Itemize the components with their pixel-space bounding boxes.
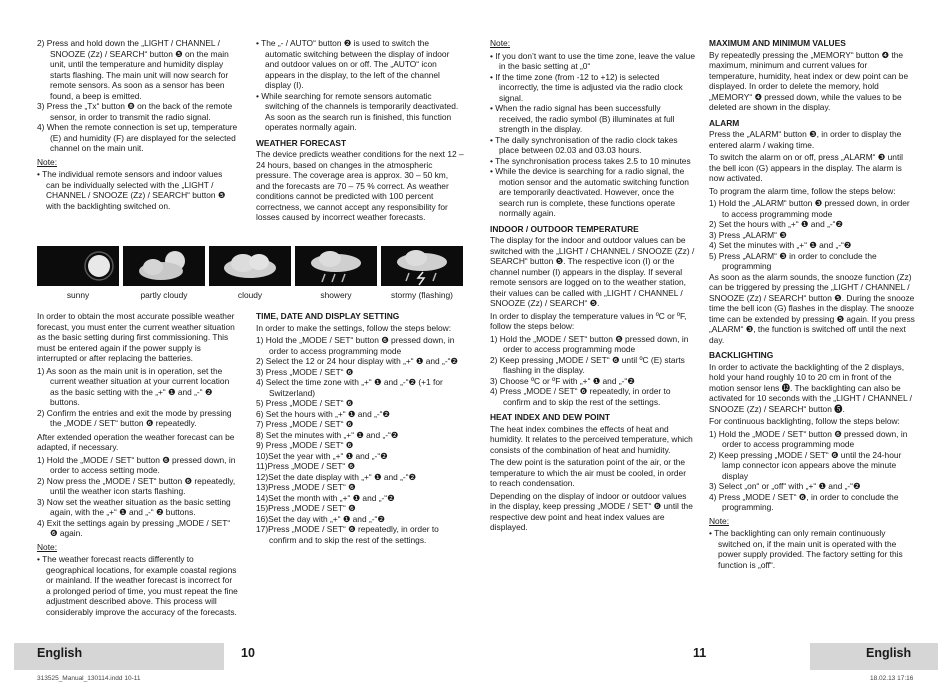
col1-bottom <box>37 311 238 617</box>
section-heading: TIME, DATE AND DISPLAY SETTING <box>256 311 400 321</box>
footer-language-left: English <box>37 646 83 660</box>
paragraph: As soon as the alarm sounds, the snooze function (Zz) can be triggered by pressing the „LIGHT / CHANNEL / SNOOZE (Zz) / SEARCH“ button ❺. During the snooze time the bell icon (G) flashes in the display. The snooze time can be extended by pressing ❺ again. If you press „ALARM“ ❸, the function is switched off until the next day. <box>709 271 915 345</box>
list-item: 3) Press „ALARM“ ❸ <box>709 229 787 240</box>
list-item: 14)Set the month with „+“ ❶ and „-“❷ <box>256 492 395 503</box>
note-list <box>37 169 238 211</box>
list-item: 13)Press „MODE / SET“ ❻ <box>256 482 356 492</box>
list-item: • The weather forecast reacts differently to geographical locations, for example coastal regions or mainland. If the weather forecast is incorrect for a prolonged period of time, you must repeat the fine adjustment described above. This process will considerably improve the accuracy of the forecasts. <box>37 554 238 617</box>
weather-label: cloudy <box>237 290 263 300</box>
list-item: 5) Press „MODE / SET“ ❻ <box>256 398 354 408</box>
list-item: 3) Press the „Tx“ button ❽ on the back of the remote sensor, in order to transmit the radio signal. <box>37 101 233 122</box>
weather-label: stormy (flashing) <box>391 290 453 300</box>
note-list <box>490 51 695 219</box>
pairing-steps <box>37 38 238 154</box>
note-label: Note: <box>490 38 511 48</box>
backlight-steps <box>709 429 915 513</box>
storm-icon <box>381 246 463 286</box>
print-date-info: 18.02.13 17:16 <box>870 675 914 682</box>
list-item: 2) Now press the „MODE / SET“ button ❻ repeatedly, until the weather icon starts flashing. <box>37 475 236 496</box>
paragraph: To switch the alarm on or off, press „ALARM“ ❸ until the bell icon (G) appears in the display. The alarm is now activated. <box>709 152 903 183</box>
list-item: 2) Press and hold down the „LIGHT / CHANNEL / SNOOZE (Zz) / SEARCH“ button ❺ on the main unit, until the temperature and humidity display starts flashing. The main unit will now search for remote sensors. As soon as a sensor has been found, a beep is emitted. <box>37 38 229 101</box>
list-item: 12)Set the date display with „+“ ❶ and „-“❷ <box>256 471 417 482</box>
list-item: • If the time zone (from -12 to +12) is selected incorrectly, the time is adjusted via the radio clock signal. <box>490 71 683 103</box>
paragraph: For continuous backlighting, follow the steps below: <box>709 416 900 426</box>
paragraph: Depending on the display of indoor or outdoor values in the display, keep pressing „MODE / SET“ ❻ until the respective dew point and heat index values are displayed. <box>490 490 693 532</box>
list-item: • The daily synchronisation of the radio clock takes place between 02.03 and 03.03 hours. <box>490 134 678 155</box>
weather-label: sunny <box>66 290 90 300</box>
list-item: 2) Confirm the entries and exit the mode by pressing the „MODE / SET“ button ❻ repeatedly. <box>37 407 232 428</box>
list-item: • While searching for remote sensors automatic switching of the channels is temporarily deactivated. As soon as the search run is finished, this function operates normally again. <box>256 90 459 132</box>
list-item: 2) Keep pressing „MODE / SET“ ❻ until the 24-hour lamp connector icon appears above the minute display <box>709 449 902 481</box>
paragraph: The device predicts weather conditions for the next 12 – 24 hours, based on changes in the atmospheric pressure. The coverage area is approx. 30 – 50 km, and the forecasts are 70 – 75 % correct. As weather conditions cannot be predicted with 100 percent correctness, we cannot accept any responsibility for losses caused by incorrect weather forecasts. <box>256 149 464 222</box>
print-file-info: 313525_Manual_130114.indd 10-11 <box>37 675 141 682</box>
paragraph: After extended operation the weather forecast can be adapted, if necessary. <box>37 431 235 452</box>
list-item: 7) Press „MODE / SET“ ❻ <box>256 419 354 429</box>
list-item: 1) Hold the „ALARM“ button ❸ pressed down, in order to access programming mode <box>709 198 910 219</box>
section-heading: BACKLIGHTING <box>709 350 774 360</box>
note-list <box>709 528 915 570</box>
paragraph: To program the alarm time, follow the steps below: <box>709 185 896 196</box>
weather-label: partly cloudy <box>140 290 188 300</box>
list-item: 17)Press „MODE / SET“ ❻ repeatedly, in order to confirm and to skip the rest of the settings. <box>256 524 439 545</box>
list-item: 1) Hold the „MODE / SET“ button ❻ pressed down, in order to access programming mode <box>490 333 689 354</box>
weather-label: showery <box>320 290 352 300</box>
alarm-steps <box>709 198 915 272</box>
col3 <box>490 38 695 535</box>
list-item: 1) As soon as the main unit is in operation, set the current weather situation at your current location as the basic setting with the „+“ ❶ and „-“ ❷ buttons. <box>37 365 230 407</box>
paragraph: Press the „ALARM“ button ❸, in order to display the entered alarm / waking time. <box>709 129 902 150</box>
list-item: 8) Set the minutes with „+“ ❶ and „-“❷ <box>256 429 399 440</box>
list-item: • The backlighting can only remain continuously switched on, if the main unit is operated with the power supply provided. The factory setting for this function is „off“. <box>709 528 903 570</box>
paragraph: The dew point is the saturation point of the air, or the temperature to which the air must be cooled, in order to reach condensation. <box>490 457 686 488</box>
list-item: 9) Press „MODE / SET“ ❻ <box>256 440 354 450</box>
list-item: • The „- / AUTO“ button ❷ is used to switch the automatic switching between the display of indoor and outdoor values on or off. The „AUTO“ icon appears in the display, to the left of the channel display (I). <box>256 38 450 90</box>
section-heading: WEATHER FORECAST <box>256 137 347 148</box>
list-item: 3) Choose ºC or ºF with „+“ ❶ and „-“❷ <box>490 375 635 386</box>
section-heading: ALARM <box>709 117 740 128</box>
cloud-icon <box>209 246 291 286</box>
note-list <box>37 554 238 617</box>
paragraph: The display for the indoor and outdoor values can be switched with the „LIGHT / CHANNEL / SNOOZE (Zz) / SEARCH“ button ❺. The respective icon (I) or the channel number (I) appears in the display. If several remote sensors are logged on to the weather station, their values can be called with „LIGHT / CHANNEL / SNOOZE (Zz) / SEARCH“ ❺. <box>490 235 695 308</box>
section-heading: HEAT INDEX AND DEW POINT <box>490 412 611 422</box>
note-label: Note: <box>709 515 730 526</box>
section-heading: MAXIMUM AND MINIMUM VALUES <box>709 38 846 48</box>
list-item: 4) Select the time zone with „+“ ❶ and „-“❷ (+1 for Switzerland) <box>256 377 443 398</box>
paragraph: In order to obtain the most accurate possible weather forecast, you must enter the current weather situation as the basic setting during first commissioning. This must be entered again if the power supply is interrupted or after replacing the batteries. <box>37 311 235 363</box>
list-item: • When the radio signal has been successfully received, the radio symbol (B) illuminates at full strength in the display. <box>490 103 675 134</box>
list-item: 4) Press „MODE / SET“ ❻ repeatedly, in order to confirm and to skip the rest of the settings. <box>490 386 671 407</box>
page-number-left: 10 <box>241 646 255 660</box>
list-item: 4) Exit the settings again by pressing „MODE / SET“ ❻ again. <box>37 517 231 538</box>
list-item: 2) Keep pressing „MODE / SET“ ❻ until ºC (E) starts flashing in the display. <box>490 354 685 375</box>
paragraph: By repeatedly pressing the „MEMORY“ button ❹ the maximum, minimum and current values for temperature, humidity, heat index or dew point can be displayed. In order to delete the memory, hold „MEMORY“ ❹ pressed down, while the values to be deleted are shown in the display. <box>709 49 909 112</box>
list-item: 11)Press „MODE / SET“ ❻ <box>256 461 356 471</box>
sun-icon <box>37 246 119 286</box>
list-item: 4) Press „MODE / SET“ ❻, in order to conclude the programming. <box>709 491 899 512</box>
note-label: Note: <box>37 156 58 167</box>
partly-cloudy-icon <box>123 246 205 286</box>
list-item: 5) Press „ALARM“ ❸ in order to conclude the programming <box>709 250 877 271</box>
page-number-right: 11 <box>693 646 707 660</box>
col2-bottom <box>256 311 464 545</box>
section-heading: INDOOR / OUTDOOR TEMPERATURE <box>490 223 639 234</box>
list-item: • The individual remote sensors and indoor values can be individually selected with the „LIGHT / CHANNEL / SNOOZE (Zz) / SEARCH“ button ❺ with the backlighting switched on. <box>37 169 226 211</box>
col2-top <box>256 38 464 225</box>
list-item: 3) Select „on“ or „off“ with „+“ ❶ and „-“❷ <box>709 481 861 491</box>
temperature-unit-steps <box>490 334 695 408</box>
list-item: 4) Set the minutes with „+“ ❶ and „-“❷ <box>709 240 852 250</box>
forecast-adjust-steps <box>37 455 238 539</box>
col1-top <box>37 38 238 211</box>
list-item: 6) Set the hours with „+“ ❶ and „-“❷ <box>256 408 390 419</box>
list-item: 1) Hold the „MODE / SET“ button ❻ pressed down, in order to access programming mode <box>256 335 455 356</box>
list-item: 3) Press „MODE / SET“ ❻ <box>256 366 354 377</box>
footer-language-right: English <box>866 646 912 660</box>
auto-notes <box>256 38 464 133</box>
list-item: 15)Press „MODE / SET“ ❻ <box>256 503 356 513</box>
list-item: • The synchronisation process takes 2.5 to 10 minutes <box>490 155 691 166</box>
paragraph: In order to display the temperature values in ºC or ºF, follow the steps below: <box>490 310 687 331</box>
paragraph: In order to activate the backlighting of the 2 displays, hold your hand roughly 10 to 20 cm in front of the motion sensor lens ⓬. The backlighting can also be activated for 10 seconds with the „LIGHT / CHANNEL / SNOOZE (Zz) / SEARCH“ button ❺. <box>709 361 912 414</box>
paragraph: The heat index combines the effects of heat and humidity. It relates to the perceived temperature, which consists of the combination of heat and humidity. <box>490 423 693 455</box>
list-item: 10)Set the year with „+“ ❶ and „-“❷ <box>256 450 388 461</box>
weather-icons-strip <box>37 246 472 302</box>
list-item: • While the device is searching for a radio signal, the motion sensor and the automatic switching function are temporarily deactivated. However, once the search run is complete, these functions operate normally again. <box>490 166 689 218</box>
forecast-setup-steps <box>37 366 238 429</box>
paragraph: In order to make the settings, follow the steps below: <box>256 322 452 333</box>
note-label: Note: <box>37 541 58 552</box>
list-item: 1) Hold the „MODE / SET“ button ❻ pressed down, in order to access setting mode. <box>37 454 236 475</box>
time-setting-steps <box>256 335 464 545</box>
list-item: • If you don’t want to use the time zone, leave the value in the basic setting at „0“ <box>490 50 695 71</box>
list-item: 2) Select the 12 or 24 hour display with „+“ ❶ and „-“❷ <box>256 356 458 366</box>
list-item: 4) When the remote connection is set up, temperature (E) and humidity (F) are displayed for the selected channel on the main unit. <box>37 122 238 153</box>
col4 <box>709 38 915 570</box>
rain-icon <box>295 246 377 286</box>
list-item: 1) Hold the „MODE / SET“ button ❻ pressed down, in order to access programming mode <box>709 428 908 449</box>
list-item: 16)Set the day with „+“ ❶ and „-“❷ <box>256 513 385 524</box>
list-item: 3) Now set the weather situation as the basic setting again, with the „+“ ❶ and „-“ ❷ buttons. <box>37 496 231 517</box>
list-item: 2) Set the hours with „+“ ❶ and „-“❷ <box>709 219 843 229</box>
